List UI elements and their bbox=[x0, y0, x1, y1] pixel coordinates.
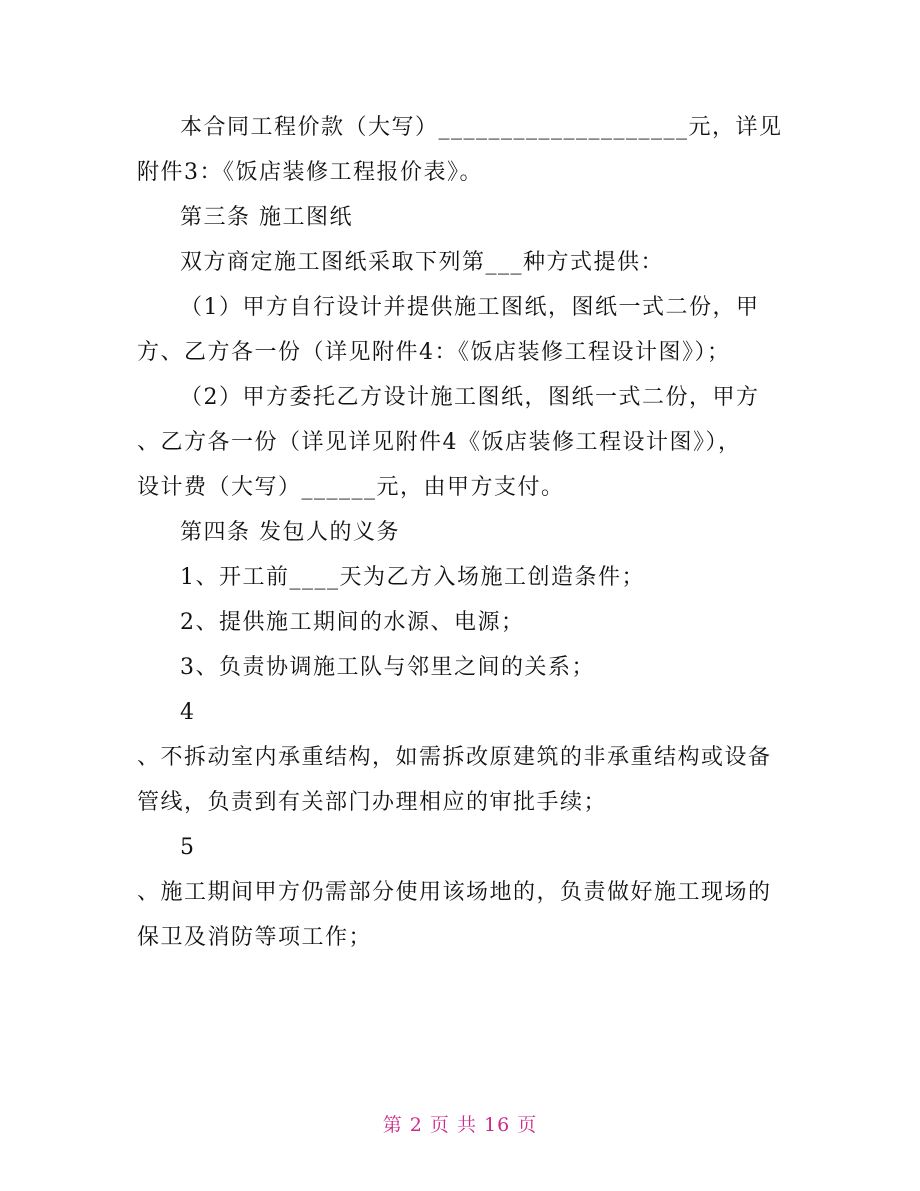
section-heading: 第四条 发包人的义务 bbox=[180, 520, 400, 545]
list-item-line: 设计费（大写）______元，由甲方支付。 bbox=[137, 475, 565, 500]
list-item-line: 3、负责协调施工队与邻里之间的关系； bbox=[180, 655, 595, 680]
section-heading: 第三条 施工图纸 bbox=[180, 205, 353, 230]
list-item-line: 保卫及消防等项工作； bbox=[137, 925, 373, 950]
list-item-line: 、不拆动室内承重结构，如需拆改原建筑的非承重结构或设备 bbox=[137, 745, 772, 770]
list-item-line: 管线，负责到有关部门办理相应的审批手续； bbox=[137, 790, 608, 815]
list-item-line: （2）甲方委托乙方设计施工图纸，图纸一式二份，甲方 bbox=[180, 385, 760, 410]
list-item-number: 5 bbox=[180, 835, 196, 860]
list-item-line: 2、提供施工期间的水源、电源； bbox=[180, 610, 525, 635]
list-item-line: 、施工期间甲方仍需部分使用该场地的，负责做好施工现场的 bbox=[137, 880, 772, 905]
list-item-line: 方、乙方各一份（详见附件4：《饭店装修工程设计图》）； bbox=[137, 340, 731, 365]
paragraph-line: 附件3：《饭店装修工程报价表》。 bbox=[137, 160, 483, 185]
list-item-line: （1）甲方自行设计并提供施工图纸，图纸一式二份，甲 bbox=[180, 295, 760, 320]
list-item-number: 4 bbox=[180, 700, 196, 725]
list-item-line: 、乙方各一份（详见详见附件4《饭店装修工程设计图》）， bbox=[137, 430, 742, 455]
paragraph-line: 本合同工程价款（大写）____________________元，详见 bbox=[180, 115, 783, 140]
paragraph-line: 双方商定施工图纸采取下列第___种方式提供： bbox=[180, 250, 665, 275]
list-item-line: 1、开工前____天为乙方入场施工创造条件； bbox=[180, 565, 645, 590]
page-number-footer: 第 2 页 共 16 页 bbox=[382, 1114, 538, 1136]
